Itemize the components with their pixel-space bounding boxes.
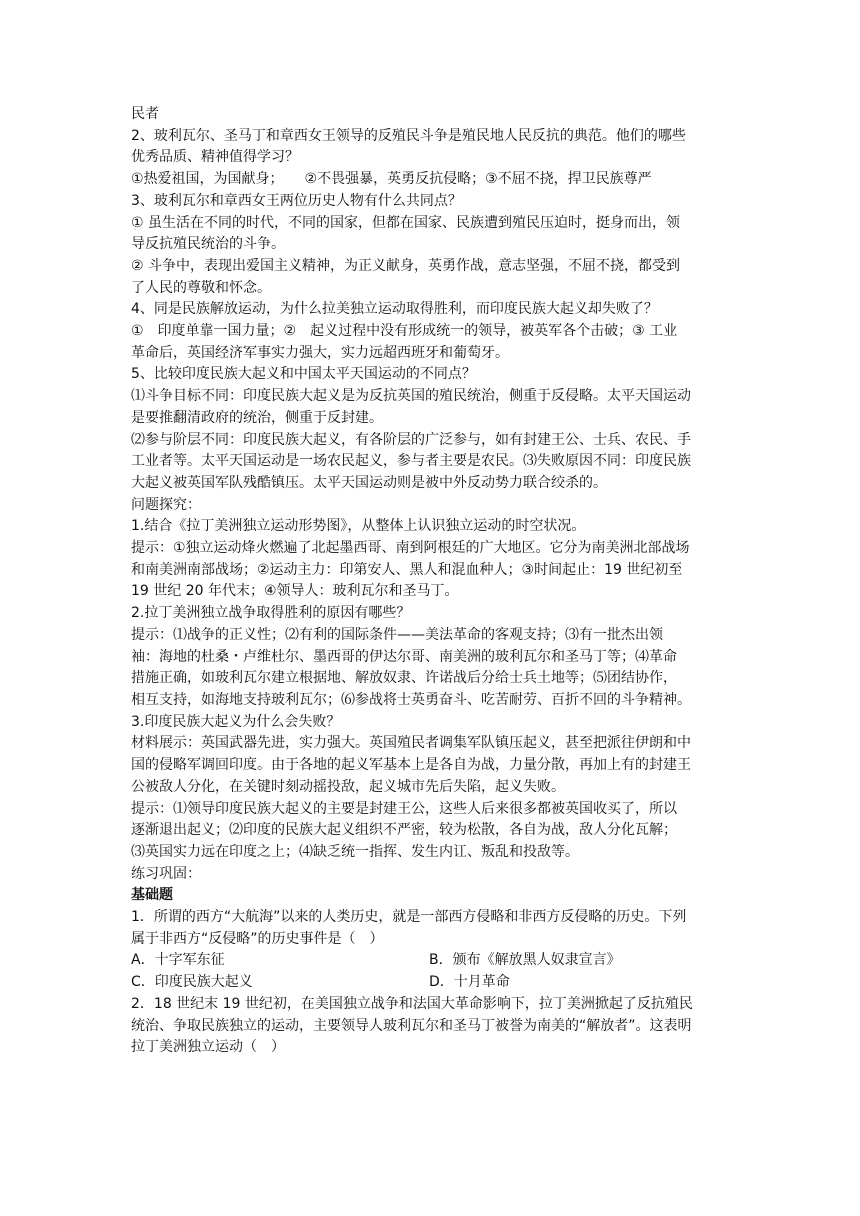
text-line: 是要推翻清政府的统治，侧重于反封建。 [131,409,383,426]
section-heading: 练习巩固： [131,865,201,882]
option-c: C．印度民族大起义 [131,974,253,991]
answer-line: ⑴斗争目标不同：印度民族大起义是为反抗英国的殖民统治，侧重于反侵略。太平天国运动 [131,388,691,405]
text-line: 了人民的尊敬和怀念。 [131,279,271,296]
section-heading: 问题探究： [131,496,201,513]
basic-questions-heading: 基础题 [131,887,173,904]
text-line: 统治、争取民族独立的运动，主要领导人玻利瓦尔和圣马丁被誉为南美的“解放者”。这表明 [131,1017,692,1034]
text-line: 革命后，英国经济军事实力强大，实力远超西班牙和葡萄牙。 [131,344,509,361]
answer-line: ⑵参与阶层不同：印度民族大起义，有各阶层的广泛参与，如有封建王公、士兵、农民、手 [131,431,691,448]
text-line: 导反抗殖民统治的斗争。 [131,236,285,253]
text-line: 民者 [131,106,159,122]
hint-line: 提示：⑴战争的正义性；⑵有利的国际条件——美法革命的客观支持；⑶有一批杰出领 [131,626,663,643]
text-line: 拉丁美洲独立运动（ ） [131,1039,285,1056]
exercise-2: 2．18 世纪末 19 世纪初，在美国独立战争和法国大革命影响下，拉丁美洲掀起了反抗殖民 [131,995,693,1012]
text-line: ⑶英国实力远在印度之上；⑷缺乏统一指挥、发生内讧、叛乱和投敌等。 [131,843,579,860]
question-4: 4、同是民族解放运动，为什么拉美独立运动取得胜利，而印度民族大起义却失败了？ [131,301,658,318]
option-d: D．十月革命 [429,974,510,991]
answer-line: ① 虽生活在不同的时代，不同的国家，但都在国家、民族遭到殖民压迫时，挺身而出，领 [131,214,680,231]
option-a: A．十字军东征 [131,952,225,969]
text-line: 优秀品质、精神值得学习？ [131,149,299,166]
text-line: 属于非西方“反侵略”的历史事件是（ ） [131,930,384,947]
hint-line: 提示：⑴领导印度民族大起义的主要是封建王公，这些人后来很多都被英国收买了，所以 [131,800,677,817]
question-5: 5、比较印度民族大起义和中国太平天国运动的不同点？ [131,366,476,383]
text-line: 相互支持，如海地支持玻利瓦尔；⑹参战将士英勇奋斗、吃苦耐劳、百折不回的斗争精神。 [131,691,691,708]
document-body [131,104,731,1059]
options-row-1 [131,950,731,972]
answer-line: ② 斗争中，表现出爱国主义精神，为正义献身，英勇作战，意志坚强，不屈不挠，都受到 [131,257,680,274]
text-line: 袖：海地的杜桑・卢维杜尔、墨西哥的伊达尔哥、南美洲的玻利瓦尔和圣马丁等；⑷革命 [131,648,677,665]
answer-line: ① 印度单靠一国力量；② 起义过程中没有形成统一的领导，被英军各个击破；③ 工业 [131,323,678,340]
question-2: 2、玻利瓦尔、圣马丁和章西女王领导的反殖民斗争是殖民地人民反抗的典范。他们的哪些 [131,127,686,144]
text-line: 工业者等。太平天国运动是一场农民起义，参与者主要是农民。⑶失败原因不同：印度民族 [131,453,691,470]
inquiry-2: 2.拉丁美洲独立战争取得胜利的原因有哪些？ [131,605,411,622]
answer-line: ①热爱祖国，为国献身； ②不畏强暴，英勇反抗侵略；③不屈不挠，捍卫民族尊严 [131,171,652,188]
inquiry-1: 1.结合《拉丁美洲独立运动形势图》，从整体上认识独立运动的时空状况。 [131,518,586,535]
inquiry-3: 3.印度民族大起义为什么会失败？ [131,713,341,730]
text-line: 国的侵略军调回印度。由于各地的起义军基本上是各自为战，力量分散，再加上有的封建王 [131,757,691,774]
text-line: 措施正确，如玻利瓦尔建立根据地、解放奴隶、许诺战后分给士兵土地等；⑸团结协作， [131,670,677,687]
text-line: 19 世纪 20 年代末；④领导人：玻利瓦尔和圣马丁。 [131,583,459,600]
text-line: 公被敌人分化，在关键时刻动摇投敌，起义城市先后失陷，起义失败。 [131,778,565,795]
text-line: 和南美洲南部战场；②运动主力：印第安人、黑人和混血种人；③时间起止：19 世纪初至 [131,561,683,578]
exercise-1: 1．所谓的西方“大航海”以来的人类历史，就是一部西方侵略和非西方反侵略的历史。下列 [131,909,687,926]
text-line: 大起义被英国军队残酷镇压。太平天国运动则是被中外反动势力联合绞杀的。 [131,474,607,491]
text-line: 逐渐退出起义；⑵印度的民族大起义组织不严密，较为松散，各自为战，敌人分化瓦解； [131,822,677,839]
hint-line: 提示：①独立运动烽火燃遍了北起墨西哥、南到阿根廷的广大地区。它分为南美洲北部战场 [131,540,690,557]
option-b: B．颁布《解放黑人奴隶宣言》 [429,952,621,969]
material-line: 材料展示：英国武器先进，实力强大。英国殖民者调集军队镇压起义，甚至把派往伊朗和中 [131,735,691,752]
question-3: 3、玻利瓦尔和章西女王两位历史人物有什么共同点？ [131,192,462,209]
options-row-2 [131,972,731,994]
